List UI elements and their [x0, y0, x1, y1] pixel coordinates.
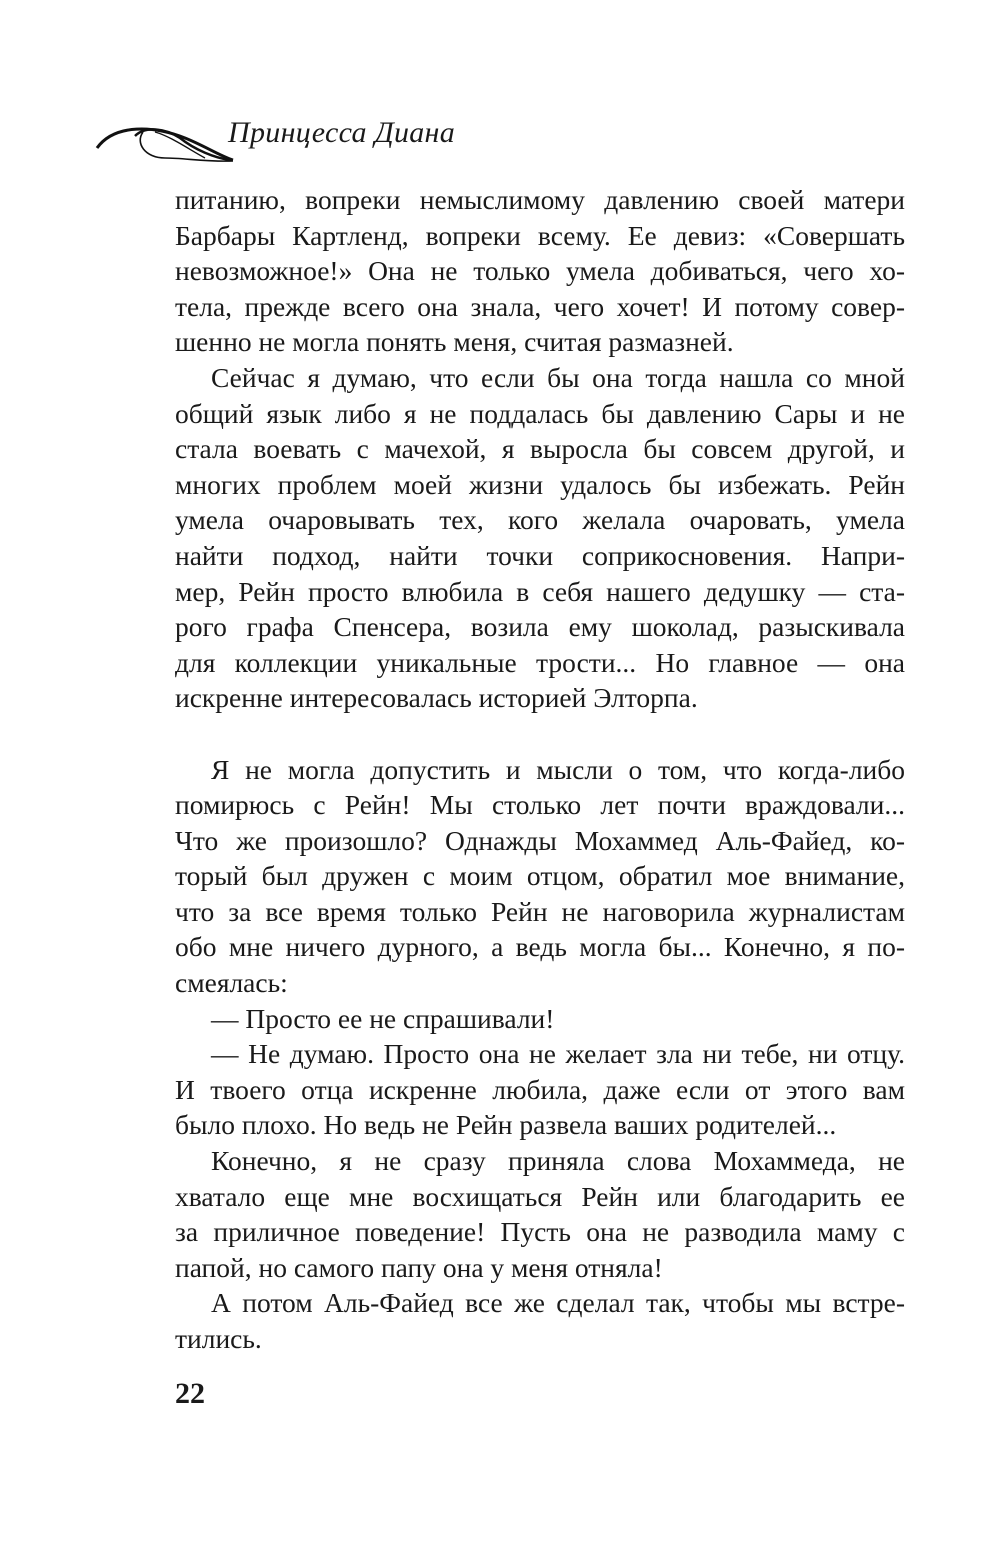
text-line: обо мне ничего дурного, а ведь могла бы... Конечно, я по- — [175, 931, 905, 963]
text-line: для коллекции уникальные трости... Но главное — она — [175, 646, 905, 678]
text-line: А потом Аль-Файед все же сделал так, чтобы мы встре- — [211, 1287, 905, 1319]
text-line: невозможное!» Она не только умела добиваться, чего хо- — [175, 255, 905, 287]
text-line: торый был дружен с моим отцом, обратил мое внимание, — [175, 860, 905, 892]
text-line: многих проблем моей жизни удалось бы избежать. Рейн — [175, 468, 905, 500]
text-line: умела очаровывать тех, кого желала очаровать, умела — [175, 504, 905, 536]
page-number: 22 — [175, 1377, 205, 1410]
text-line: Я не могла допустить и мысли о том, что когда-либо — [211, 753, 905, 785]
text-line: питанию, вопреки немыслимому давлению своей матери — [175, 184, 905, 215]
running-header — [95, 112, 595, 172]
text-line: Сейчас я думаю, что если бы она тогда нашла со мной — [211, 361, 905, 393]
text-line: стала воевать с мачехой, я выросла бы совсем другой, и — [175, 433, 905, 465]
text-line: Конечно, я не сразу приняла слова Мохаммеда, не — [211, 1145, 905, 1177]
text-line: папой, но самого папу она у меня отняла! — [175, 1251, 663, 1283]
text-line: тела, прежде всего она знала, чего хочет! И потому совер- — [175, 290, 905, 322]
decorative-swash-icon — [95, 118, 235, 168]
text-line: хватало еще мне восхищаться Рейн или благодарить ее — [175, 1180, 905, 1212]
text-line: смеялась: — [175, 967, 288, 999]
text-line: — Не думаю. Просто она не желает зла ни тебе, ни отцу. — [211, 1038, 905, 1070]
body-text — [175, 182, 905, 1357]
text-line: Барбары Картленд, вопреки всему. Ее девиз: «Совершать — [175, 219, 905, 251]
paragraph-gap — [175, 716, 905, 752]
text-line: Что же произошло? Однажды Мохаммед Аль-Файед, ко- — [175, 824, 905, 856]
text-line: за приличное поведение! Пусть она не разводила маму с — [175, 1216, 905, 1248]
text-line: что за все время только Рейн не наговорила журналистам — [175, 895, 905, 927]
text-line: было плохо. Но ведь не Рейн развела ваших родителей... — [175, 1109, 837, 1141]
text-line: И твоего отца искренне любила, даже если от этого вам — [175, 1073, 905, 1105]
running-title: Принцесса Диана — [228, 116, 456, 149]
text-line: общий язык либо я не поддалась бы давлению Сары и не — [175, 397, 905, 429]
text-line: тились. — [175, 1323, 262, 1354]
text-line: помирюсь с Рейн! Мы столько лет почти враждовали... — [175, 789, 905, 821]
text-line: искренне интересовалась историей Элторпа. — [175, 682, 698, 714]
text-line: — Просто ее не спрашивали! — [211, 1002, 555, 1034]
text-line: рого графа Спенсера, возила ему шоколад, разыскивала — [175, 611, 905, 643]
text-line: мер, Рейн просто влюбила в себя нашего дедушку — ста- — [175, 575, 905, 607]
text-line: шенно не могла понять меня, считая размазней. — [175, 326, 734, 358]
text-line: найти подход, найти точки соприкосновения. Напри- — [175, 539, 905, 571]
